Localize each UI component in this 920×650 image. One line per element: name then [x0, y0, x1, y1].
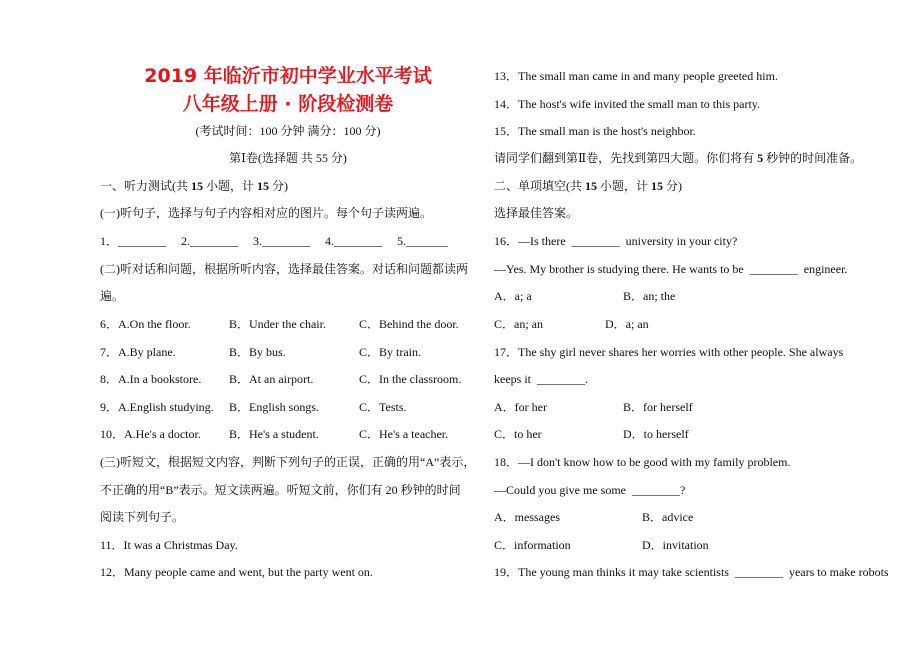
option-c: C．By train.: [359, 345, 421, 359]
volume-heading: 第Ⅰ卷(选择题 共 55 分): [229, 151, 347, 165]
title-line-1: 2019 年临沂市初中学业水平考试: [144, 65, 432, 87]
q16-option-b: B．an; the: [623, 289, 676, 303]
statement-15: 15．The small man is the host's neighbor.: [494, 124, 696, 138]
q17-option-c: C．to her: [494, 427, 542, 441]
question-16: 16．—Is there ________ university in your city?: [494, 234, 738, 248]
option-a: 9．A.English studying.: [100, 400, 214, 414]
question-17: 17．The shy girl never shares her worries with other people. She always: [494, 345, 844, 359]
option-a: 8．A.In a bookstore.: [100, 372, 202, 386]
q17-option-a: A．for her: [494, 400, 547, 414]
option-b: B．English songs.: [229, 400, 320, 414]
section2-heading: 二、单项填空(共 15 小题，计 15 分): [494, 179, 683, 193]
question-16-reply: —Yes. My brother is studying there. He wants to be ________ engineer.: [494, 262, 848, 276]
option-a: 10．A.He's a doctor.: [100, 427, 201, 441]
option-c: C．Tests.: [359, 400, 407, 414]
q18-option-c: C．information: [494, 538, 571, 552]
q16-option-d: D．a; an: [605, 317, 649, 331]
option-c: C．In the classroom.: [359, 372, 462, 386]
q18-option-d: D．invitation: [642, 538, 709, 552]
q18-option-a: A．messages: [494, 510, 560, 524]
option-b: B．Under the chair.: [229, 317, 326, 331]
section2-instruction: 选择最佳答案。: [494, 206, 579, 220]
question-18: 18．—I don't know how to be good with my family problem.: [494, 455, 791, 469]
question-17-cont: keeps it ________.: [494, 372, 588, 386]
question-18-reply: —Could you give me some ________?: [494, 483, 686, 497]
q16-option-a: A．a; a: [494, 289, 532, 303]
section1-heading: 一、听力测试(共 15 小题，计 15 分): [100, 179, 289, 193]
q16-option-c: C．an; an: [494, 317, 543, 331]
question-19: 19．The young man thinks it may take scientists ________ years to make robots: [494, 565, 889, 579]
title-line-2: 八年级上册 · 阶段检测卷: [182, 93, 394, 115]
q18-option-b: B．advice: [642, 510, 694, 524]
turn-page-instruction: 请同学们翻到第Ⅱ卷，先找到第四大题。你们将有 5 秒钟的时间准备。: [494, 151, 863, 165]
statement-12: 12．Many people came and went, but the party went on.: [100, 565, 373, 579]
q17-option-b: B．for herself: [623, 400, 693, 414]
part2-instruction-cont: 遍。: [100, 289, 125, 303]
part3-instruction: (三)听短文，根据短文内容，判断下列句子的正误，正确的用“A”表示，: [100, 455, 476, 469]
option-b: B．He's a student.: [229, 427, 319, 441]
part3-instruction-cont: 不正确的用“B”表示。短文读两遍。听短文前，你们有 20 秒钟的时间: [100, 483, 461, 497]
part3-instruction-end: 阅读下列句子。: [100, 510, 185, 524]
option-b: B．By bus.: [229, 345, 286, 359]
part2-instruction: (二)听对话和问题，根据所听内容，选择最佳答案。对话和问题都读两: [100, 262, 468, 276]
option-b: B．At an airport.: [229, 372, 314, 386]
option-a: 7．A.By plane.: [100, 345, 176, 359]
statement-11: 11．It was a Christmas Day.: [100, 538, 238, 552]
part1-instruction: (一)听句子，选择与句子内容相对应的图片。每个句子读两遍。: [100, 206, 432, 220]
exam-info: (考试时间：100 分钟 满分：100 分): [195, 124, 381, 138]
option-c: C．He's a teacher.: [359, 427, 449, 441]
option-c: C．Behind the door.: [359, 317, 459, 331]
statement-14: 14．The host's wife invited the small man to this party.: [494, 97, 761, 111]
answer-blanks-1-5: 1．________ 2.________ 3.________ 4.________ 5._______: [100, 234, 449, 248]
q17-option-d: D．to herself: [623, 427, 689, 441]
statement-13: 13．The small man came in and many people greeted him.: [494, 69, 778, 83]
option-a: 6．A.On the floor.: [100, 317, 191, 331]
